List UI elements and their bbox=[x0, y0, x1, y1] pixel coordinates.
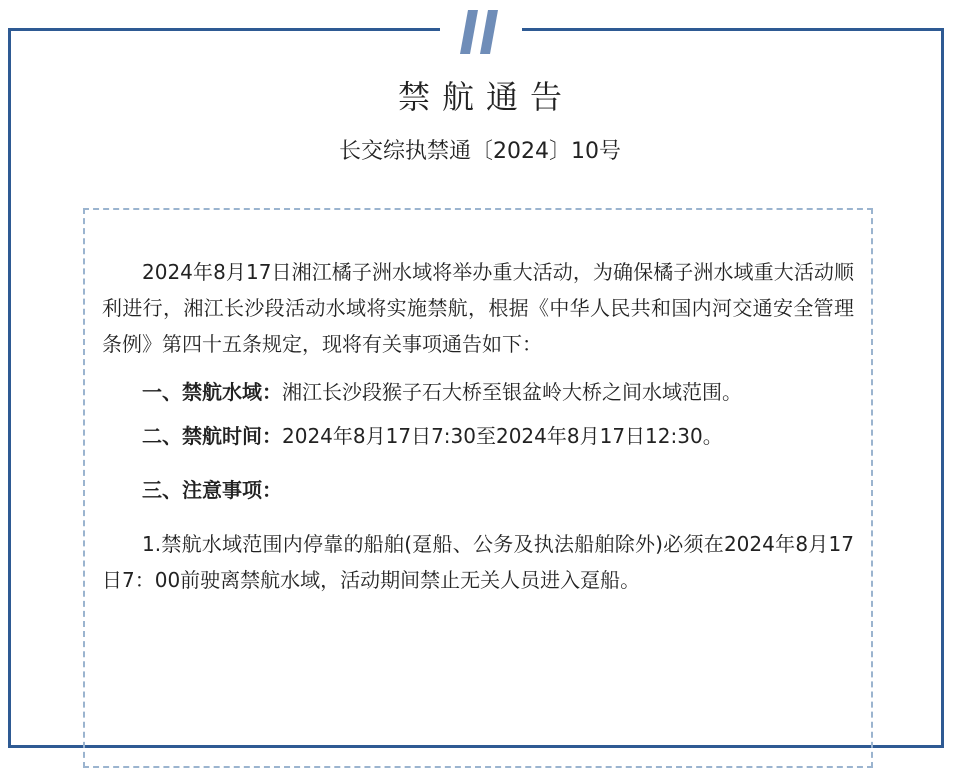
item-text: 2024年8月17日7:30至2024年8月17日12:30。 bbox=[282, 424, 723, 448]
item-text: 湘江长沙段猴子石大桥至银盆岭大桥之间水域范围。 bbox=[282, 380, 742, 404]
item-label: 二、禁航时间： bbox=[142, 424, 282, 448]
item-notes bbox=[102, 472, 854, 508]
double-quote-mark-icon bbox=[450, 6, 510, 56]
item-restricted-area bbox=[102, 374, 854, 410]
intro-paragraph: 2024年8月17日湘江橘子洲水域将举办重大活动，为确保橘子洲水域重大活动顺利进行，湘江长沙段活动水域将实施禁航，根据《中华人民共和国内河交通安全管理条例》第四十五条规定，现将有关事项通告如下： bbox=[102, 260, 854, 356]
item-label: 一、禁航水域： bbox=[142, 380, 282, 404]
notice-1-paragraph: 1.禁航水域范围内停靠的船舶(趸船、公务及执法船舶除外)必须在2024年8月17日7：00前驶离禁航水域，活动期间禁止无关人员进入趸船。 bbox=[102, 532, 854, 592]
page-title: 禁航通告 bbox=[397, 78, 574, 116]
document-number: 长交综执禁通〔2024〕10号 bbox=[339, 139, 621, 164]
item-restricted-time bbox=[102, 418, 854, 454]
notice-content bbox=[102, 254, 854, 598]
item-label: 三、注意事项： bbox=[142, 478, 282, 502]
